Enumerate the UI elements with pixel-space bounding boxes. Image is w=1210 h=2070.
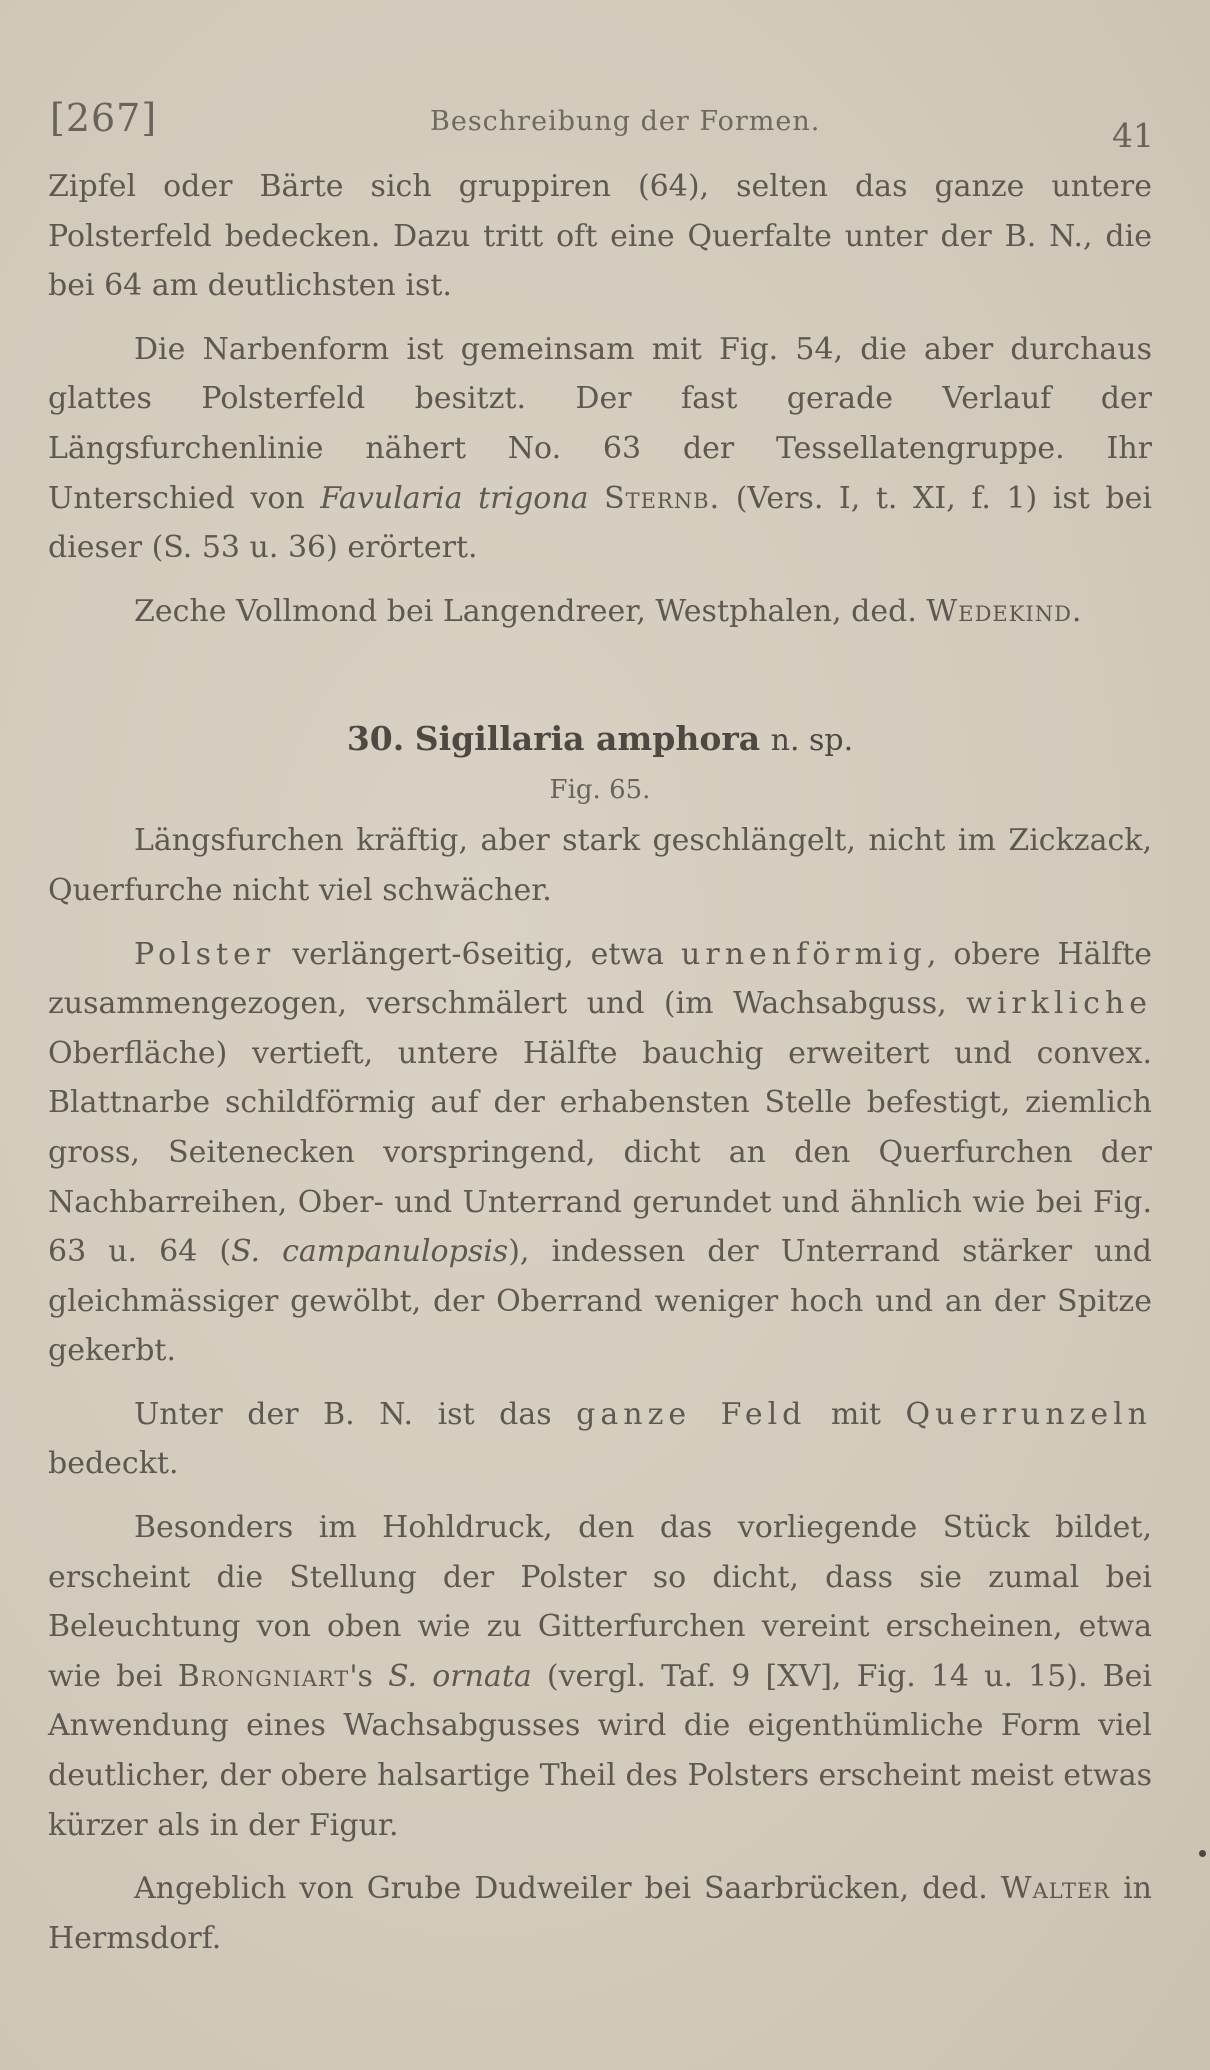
running-header [50,96,1154,156]
author-sternberg: Sternb. [604,480,721,516]
paragraph-field: Unter der B. N. ist das ganze Feld mit Querrunzeln bedeckt. [48,1396,1152,1482]
paragraph-comparison [48,325,1152,573]
term-ganze-feld: ganze Feld [576,1396,807,1432]
paragraph-furrows: Längsfurchen kräftig, aber stark geschlängelt, nicht im Zickzack, Querfurche nicht viel schwächer. [48,823,1152,908]
comparison-text-end: (Vers. I, t. XI, f. 1) ist bei dieser (S. 53 u. 36) erörtert. [48,480,1152,566]
paragraph-locality-1 [48,587,1152,637]
species-name: Sigillaria amphora [414,719,761,759]
term-urnenfoermig: urnenförmig [681,936,927,972]
running-title: Beschreibung der Formen. [430,106,821,137]
taxon-s-ornata: S. ornata [388,1658,532,1694]
paragraph-hohldruck: Besonders im Hohldruck, den das vorliegende Stück bildet, erscheint die Stellung der Polster so dicht, dass sie zumal bei Beleuchtung von oben wie zu Gitterfurchen vereint erscheinen, etwa wie bei Brongniart's S. ornata (vergl. Taf. 9 [XV], Fig. 14 u. 15). Bei Anwendung eines Wachsabgusses wird die eigenthümliche Form viel deutlicher, der obere halsartige Theil des Polsters erscheint meist etwas kürzer als in der Figur. [48,1510,1153,1843]
margin-speck [1199,1850,1206,1857]
locality-text: Zeche Vollmond bei Langendreer, Westphalen, ded. [134,593,927,629]
page-bracket-number: [267] [50,96,158,140]
paragraph-continuation: Zipfel oder Bärte sich gruppiren (64), selten das ganze untere Polsterfeld bedecken. Dazu tritt oft eine Querfalte unter der B. N., die bei 64 am deutlichsten ist. [48,169,1152,304]
term-querrunzeln: Querrunzeln [905,1396,1152,1432]
text-body [48,162,1152,1963]
page-number: 41 [1112,116,1154,155]
collector-walter: Walter [1000,1871,1111,1907]
collector-wedekind: Wedekind. [926,593,1083,629]
section-heading [48,716,1152,764]
taxon-s-campanulopsis: S. campanulopsis [231,1234,509,1270]
new-species-mark: n. sp. [770,723,854,759]
paragraph-description: Polster verlängert-6seitig, etwa urnenförmig, obere Hälfte zusammengezogen, verschmälert und (im Wachsabguss, wirkliche Oberfläche) vertieft, untere Hälfte bauchig erweitert und convex. Blattnarbe schildförmig auf der erhabensten Stelle befestigt, ziemlich gross, Seitenecken vorspringend, dicht an den Querfurchen der Nachbarreihen, Ober- und Unterrand gerundet und ähnlich wie bei Fig. 63 u. 64 (S. campanulopsis), indessen der Unterrand stärker und gleichmässiger gewölbt, der Oberrand weniger hoch und an der Spitze gekerbt. [48,936,1152,1369]
section-number: 30. [346,719,405,759]
figure-reference: Fig. 65. [549,775,651,806]
comparison-text-start: Die Narbenform ist gemeinsam mit Fig. 54, die aber durchaus glattes Polsterfeld besitzt. Der fast gerade Verlauf der Längsfurchenlinie nähert No. 63 der Tessellatengruppe. Ihr Unterschied von [48,331,1152,516]
paragraph-locality-2: Angeblich von Grube Dudweiler bei Saarbrücken, ded. Walter in Hermsdorf. [48,1871,1152,1956]
term-wirkliche: wirkliche [966,986,1152,1022]
author-brongniart: Brongniart [177,1658,350,1694]
taxon-favularia-trigona: Favularia trigona [320,480,589,516]
term-polster: Polster [134,936,276,972]
